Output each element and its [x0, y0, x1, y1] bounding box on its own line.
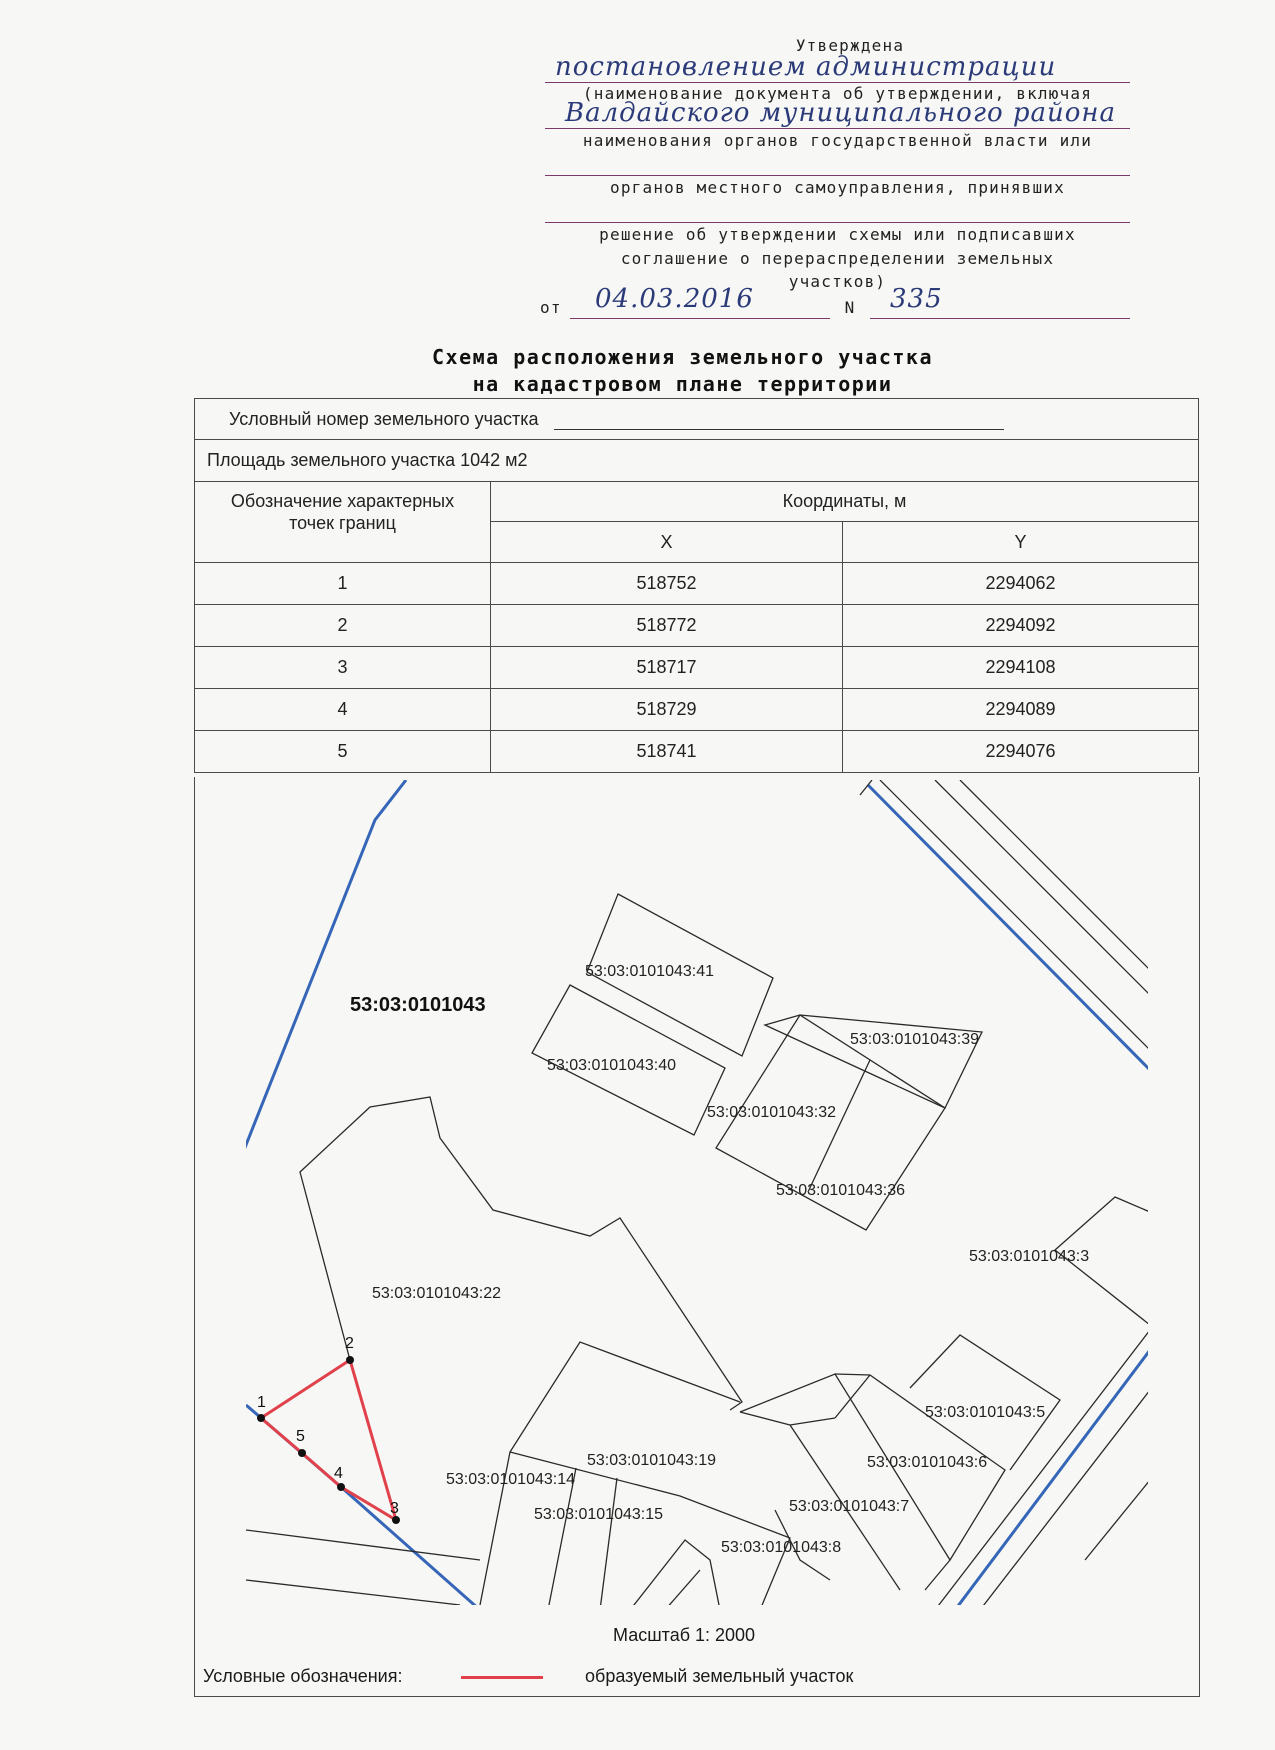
- y-cell: 2294089: [843, 689, 1199, 731]
- y-cell: 2294062: [843, 563, 1199, 605]
- approval-caption-5: соглашение о перераспределении земельных: [620, 249, 1055, 268]
- scale-label: Масштаб 1: 2000: [613, 1625, 756, 1645]
- parcel-label-6: 53:03:0101043:6: [867, 1454, 988, 1471]
- boundary-point-marker: [392, 1516, 400, 1524]
- x-cell: 518717: [491, 647, 843, 689]
- approval-caption-4: решение об утверждении схемы или подписавших: [599, 225, 1076, 244]
- road-line: [960, 780, 1150, 970]
- point-cell: 3: [195, 647, 491, 689]
- quarter-boundary-line: [955, 1350, 1150, 1610]
- quarter-number-label: 53:03:0101043: [350, 994, 486, 1016]
- road-line: [880, 780, 1150, 1050]
- parcel-line: [665, 1570, 700, 1610]
- new-land-plot-boundary: [261, 1360, 396, 1520]
- point-label-2: 2: [345, 1335, 354, 1352]
- parcel-label-39: 53:03:0101043:39: [850, 1031, 980, 1048]
- point-label-3: 3: [390, 1500, 399, 1517]
- road-line: [246, 1530, 480, 1560]
- parcel-divider: [808, 1060, 870, 1192]
- quarter-boundary-line: [240, 780, 406, 1160]
- coords-header: Координаты, м: [491, 482, 1199, 522]
- handwritten-number: 335: [890, 284, 943, 314]
- boundary-point-marker: [346, 1356, 354, 1364]
- approval-caption-6: участков): [788, 272, 887, 291]
- boundary-point-marker: [298, 1449, 306, 1457]
- parcel-label-14: 53:03:0101043:14: [446, 1471, 576, 1488]
- legend-label: Условные обозначения:: [203, 1666, 403, 1686]
- parcel-line: [740, 1412, 790, 1425]
- road-line: [980, 1390, 1150, 1610]
- y-cell: 2294092: [843, 605, 1199, 647]
- date-prefix: от: [540, 298, 562, 317]
- road-line: [1085, 1480, 1150, 1560]
- parcel-label-3: 53:03:0101043:3: [969, 1248, 1090, 1265]
- point-cell: 2: [195, 605, 491, 647]
- parcel-label-8: 53:03:0101043:8: [721, 1539, 842, 1556]
- document-title-line2: на кадастровом плане территории: [472, 372, 893, 396]
- parcel-line: [600, 1478, 617, 1610]
- parcel-22: [300, 1097, 742, 1410]
- parcel-label-32: 53:03:0101043:32: [707, 1104, 837, 1121]
- parcel-label-15: 53:03:0101043:15: [534, 1506, 664, 1523]
- road-line: [246, 1580, 460, 1605]
- point-label-4: 4: [334, 1465, 343, 1482]
- point-label-1: 1: [257, 1394, 266, 1411]
- number-prefix: N: [844, 298, 856, 317]
- parcel-label-19: 53:03:0101043:19: [587, 1452, 717, 1469]
- parcel-5: [910, 1335, 1060, 1470]
- boundary-point-marker: [337, 1483, 345, 1491]
- conditional-number-label: Условный номер земельного участка: [229, 408, 539, 429]
- approval-caption-3: органов местного самоуправления, принявших: [610, 178, 1065, 197]
- legend-item-label: образуемый земельный участок: [585, 1666, 854, 1686]
- parcel-line: [790, 1418, 835, 1425]
- x-cell: 518741: [491, 731, 843, 773]
- parcel-label-5: 53:03:0101043:5: [925, 1404, 1046, 1421]
- handwritten-date: 04.03.2016: [595, 284, 754, 314]
- approved-label: Утверждена: [795, 36, 905, 55]
- parcel-label-40: 53:03:0101043:40: [547, 1057, 677, 1074]
- x-cell: 518772: [491, 605, 843, 647]
- x-cell: 518729: [491, 689, 843, 731]
- handwritten-document-name: постановлением администрации: [555, 52, 1057, 82]
- parcel-label-7: 53:03:0101043:7: [789, 1498, 910, 1515]
- y-cell: 2294076: [843, 731, 1199, 773]
- point-cell: 4: [195, 689, 491, 731]
- approval-caption-1: (наименование документа об утверждении, включая: [582, 84, 1093, 103]
- x-header: X: [491, 522, 843, 563]
- parcel-line: [548, 1468, 576, 1610]
- document-title-line1: Схема расположения земельного участка: [431, 345, 934, 369]
- point-label-5: 5: [296, 1428, 305, 1445]
- parcel-label-41: 53:03:0101043:41: [585, 963, 715, 980]
- parcel-label-22: 53:03:0101043:22: [372, 1285, 502, 1302]
- legend-red-line-swatch: [461, 1676, 543, 1679]
- y-header: Y: [843, 522, 1199, 563]
- points-header-line1: Обозначение характерных: [230, 491, 455, 511]
- area-row: Площадь земельного участка 1042 м2: [195, 440, 1199, 482]
- boundary-point-marker: [257, 1414, 265, 1422]
- approval-caption-2: наименования органов государственной власти или: [582, 131, 1093, 150]
- handwritten-organization: Валдайского муниципального района: [565, 98, 1117, 128]
- y-cell: 2294108: [843, 647, 1199, 689]
- x-cell: 518752: [491, 563, 843, 605]
- point-cell: 1: [195, 563, 491, 605]
- point-cell: 5: [195, 731, 491, 773]
- parcel-label-36: 53:03:0101043:36: [776, 1182, 906, 1199]
- points-header-line2: точек границ: [289, 513, 396, 533]
